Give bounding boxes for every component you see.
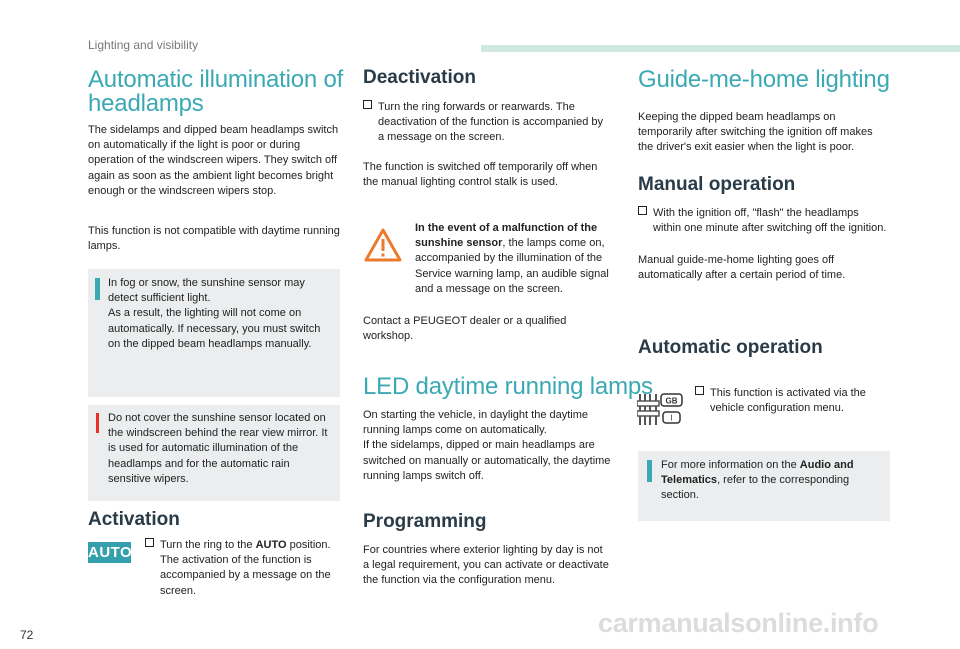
header-accent-bar (481, 45, 960, 52)
section-label: Lighting and visibility (88, 38, 199, 52)
title-automatic-illumination: Automatic illumination of headlamps (88, 66, 344, 117)
info-icon (95, 278, 100, 300)
checkbox-marker-icon (638, 206, 647, 215)
manual-paragraph: Manual guide-me-home lighting goes off automatically after a certain period of time. (638, 254, 846, 282)
checkbox-marker-icon (695, 386, 704, 395)
heading-led-drl: LED daytime running lamps (363, 373, 653, 400)
heading-programming: Programming (363, 511, 487, 532)
heading-deactivation: Deactivation (363, 67, 476, 88)
programming-paragraph: For countries where exterior lighting by day is not a legal requirement, you can activate or deactivate the function via the configuration menu. (363, 544, 609, 587)
stalk-label-i: I (670, 413, 673, 423)
intro-paragraph: The sidelamps and dipped beam headlamps switch on automatically if the light is poor or during operation of the windscreen wipers. They switch off again as soon as the ambient light becomes bright enough or the windscreen wipers stop. (88, 124, 339, 197)
info-box-text: In fog or snow, the sunshine sensor may detect sufficient light. As a result, the lighting will not come on automatically. If necessary, you must switch on the dipped beam headlamps manually. (108, 277, 321, 350)
checkbox-marker-icon (363, 100, 372, 109)
warning-triangle-icon (363, 227, 403, 263)
info-icon (647, 460, 652, 482)
watermark: carmanualsonline.info (598, 608, 879, 638)
lighting-stalk-icon (637, 391, 685, 427)
malfunction-contact: Contact a PEUGEOT dealer or a qualified workshop. (363, 315, 567, 343)
warning-icon (96, 413, 99, 433)
manual-item: With the ignition off, "flash" the headlamps within one minute after switching off the ignition. (638, 206, 888, 236)
deactivation-paragraph: The function is switched off temporarily off when the manual lighting control stalk is used. (363, 161, 598, 189)
info-box-audio (638, 451, 890, 521)
compatibility-note: This function is not compatible with daytime running lamps. (88, 225, 340, 253)
info-box-fog (88, 269, 340, 397)
heading-activation: Activation (88, 509, 180, 530)
page-number: 72 (20, 628, 34, 642)
activation-item: Turn the ring to the AUTO position. The activation of the function is accompanied by a message on the screen. (145, 538, 345, 599)
heading-guide-me-home: Guide-me-home lighting (638, 66, 890, 93)
malfunction-note: In the event of a malfunction of the sunshine sensor, the lamps come on, accompanied by the illumination of the Service warning lamp, an audible signal and a message on the screen. (415, 222, 609, 295)
warning-box-sensor (88, 405, 340, 501)
guide-paragraph: Keeping the dipped beam headlamps on temporarily after switching the ignition off makes the driver's exit easier when the light is poor. (638, 111, 873, 154)
automatic-item: This function is activated via the vehicle configuration menu. (695, 386, 891, 416)
led-paragraph: On starting the vehicle, in daylight the daytime running lamps come on automatically. If the sidelamps, dipped or main headlamps are switched on manually or automatically, the daytime running lamps switch off. (363, 409, 611, 482)
heading-automatic-operation: Automatic operation (638, 337, 823, 358)
warning-box-text: Do not cover the sunshine sensor located on the windscreen behind the rear view mirror. It is used for automatic illumination of the headlamps and for the automatic rain sensitive wipers. (108, 412, 328, 485)
heading-manual-operation: Manual operation (638, 174, 796, 195)
stalk-label-gb: GB (665, 396, 678, 406)
checkbox-marker-icon (145, 538, 154, 547)
info-box-audio-text: For more information on the Audio and Telematics, refer to the corresponding section. (661, 459, 854, 502)
deactivation-item: Turn the ring forwards or rearwards. The deactivation of the function is accompanied by a message on the screen. (363, 100, 609, 146)
auto-badge: AUTO (88, 544, 133, 561)
